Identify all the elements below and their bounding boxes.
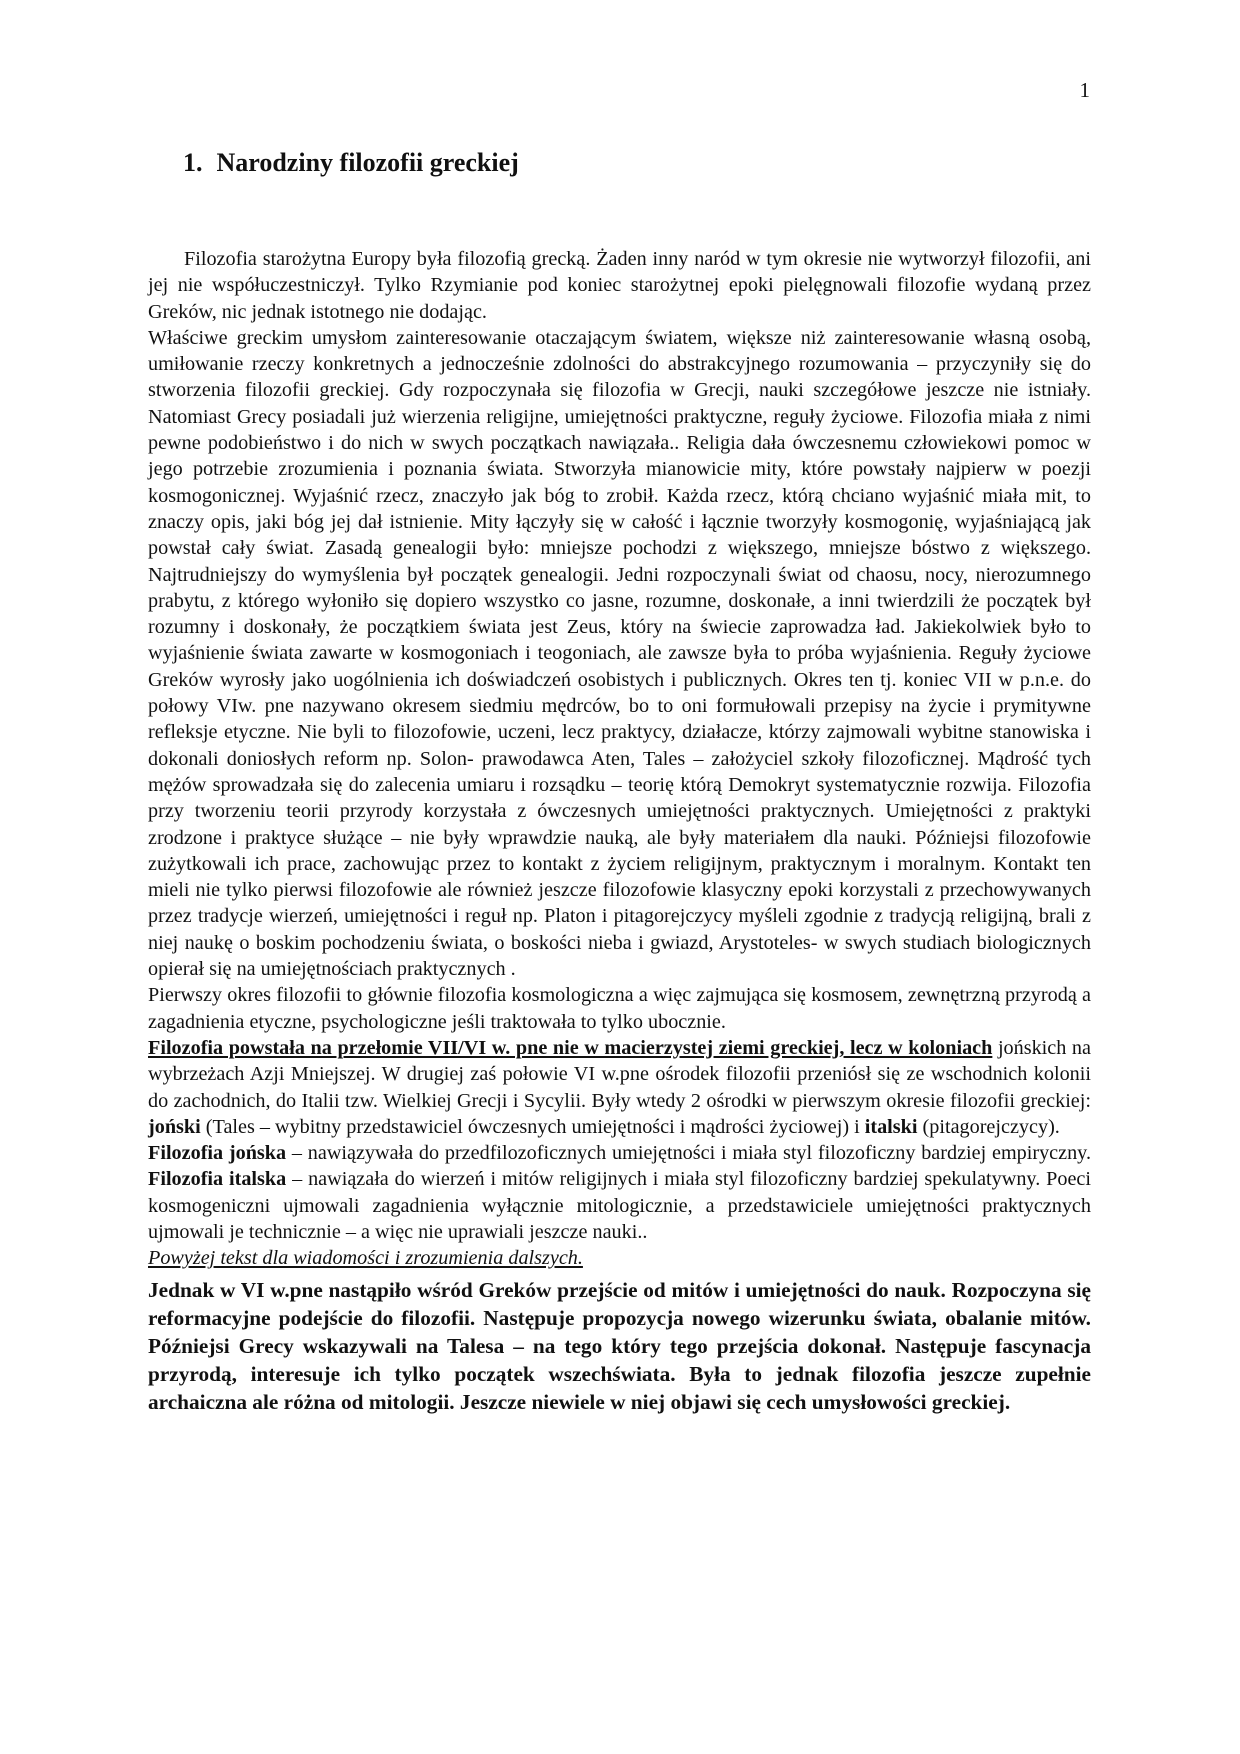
document-body <box>148 246 1091 1417</box>
heading-number: 1. <box>183 148 203 177</box>
paragraph-first-period: Pierwszy okres filozofii to głównie filozofia kosmologiczna a więc zajmująca się kosmosem, zewnętrzną przyrodą a zagadnienia etyczne, psychologiczne jeśli traktowała to tylko ubocznie. <box>148 984 1091 1033</box>
section-heading <box>183 148 519 178</box>
schools-text-2: – nawiązała do wierzeń i mitów religijnych i miała styl filozoficzny bardziej spekulatywny. Poeci kosmogeniczni ujmowali zagadnienia wyłącznie mitologicznie, a przedstawiciele umiejętności praktycznych ujmowali je technicznie – a więc nie uprawiali jeszcze nauki.. <box>148 1168 1091 1243</box>
paragraph-intro: Filozofia starożytna Europy była filozofią grecką. Żaden inny naród w tym okresie nie wytworzył filozofii, ani jej nie współuczestniczył. Tylko Rzymianie pod koniec starożytnej epoki pielęgnowali filozofie wydaną przez Greków, nic jednak istotnego nie dodając. <box>148 248 1091 323</box>
ionian-philosophy-term: Filozofia jońska <box>148 1142 287 1165</box>
colonies-text-3: (pitagorejczycy). <box>917 1115 1060 1138</box>
page-number: 1 <box>1079 78 1090 102</box>
schools-text-1: – nawiązywała do przedfilozoficznych umiejętności i miała styl filozoficzny bardziej empiryczny. <box>286 1142 1092 1165</box>
paragraph-closing: Jednak w VI w.pne nastąpiło wśród Greków przejście od mitów i umiejętności do nauk. Rozpoczyna się reformacyjne podejście do filozofii. Następuje propozycja nowego wizerunku świata, obalanie mitów. Późniejsi Grecy wskazywali na Talesa – na tego który tego przejścia dokonał. Następuje fascynacja przyrodą, interesuje ich tylko początek wszechświata. Była to jednak filozofia jeszcze zupełnie archaiczna ale różna od mitologii. Jeszcze niewiele w niej objawi się cech umysłowości greckiej. <box>148 1277 1091 1415</box>
heading-title: Narodziny filozofii greckiej <box>216 148 519 177</box>
paragraph-schools <box>148 1140 1091 1245</box>
colonies-text-1: jońskich na wybrzeżach Azji Mniejszej. W drugiej zaś połowie VI w.pne ośrodek filozofii przeniósł się ze wschodnich kolonii do zachodnich, do Italii tzw. Wielkiej Grecji i Sycylii. Były wtedy 2 ośrodki w pierwszym okresie filozofii greckiej: <box>148 1036 1091 1112</box>
ionian-term: joński <box>148 1115 201 1138</box>
note-text: Powyżej tekst dla wiadomości i zrozumienia dalszych. <box>148 1247 583 1270</box>
paragraph-colonies <box>148 1035 1091 1140</box>
colonies-emphasis: Filozofia powstała na przełomie VII/VI w. pne nie w macierzystej ziemi greckiej, lecz w koloniach <box>148 1036 993 1059</box>
paragraph-origins: Właściwe greckim umysłom zainteresowanie otaczającym światem, większe niż zainteresowanie własną osobą, umiłowanie rzeczy konkretnych a jednocześnie zdolności do abstrakcyjnego rozumowania – przyczyniły się do stworzenia filozofii greckiej. Gdy rozpoczynała się filozofia w Grecji, nauki szczegółowe jeszcze nie istniały. Natomiast Grecy posiadali już wierzenia religijne, umiejętności praktyczne, reguły życiowe. Filozofia miała z nimi pewne podobieństwo i do nich w swych początkach nawiązała.. Religia dała ówczesnemu człowiekowi pomoc w jego potrzebie zrozumienia i poznania świata. Stworzyła mianowicie mity, które powstały najpierw w poezji kosmogonicznej. Wyjaśnić rzecz, znaczyło jak bóg to zrobił. Każda rzecz, którą chciano wyjaśnić miała mit, to znaczy opis, jaki bóg jej dał istnienie. Mity łączyły się w całość i łącznie tworzyły kosmogonię, wyjaśniającą jak powstał cały świat. Zasadą genealogii było: mniejsze pochodzi z większego, mniejsze bóstwo z większego. Najtrudniejszy do wymyślenia był początek genealogii. Jedni rozpoczynali świat od chaosu, nocy, nierozumnego prabytu, z którego wyłoniło się dopiero wszystko co jasne, rozumne, doskonałe, a inni twierdzili że początek był rozumny i doskonały, że początkiem świata jest Zeus, który na świecie zaprowadza ład. Jakiekolwiek było to wyjaśnienie świata zawarte w kosmogoniach i teogoniach, ale zawsze była to próba wyjaśnienia. Reguły życiowe Greków wyrosły jako uogólnienia ich doświadczeń osobistych i publicznych. Okres ten tj. koniec VII w p.n.e. do połowy VIw. pne nazywano okresem siedmiu mędrców, bo to oni formułowali przepisy na życie i prymitywne refleksje etyczne. Nie byli to filozofowie, uczeni, lecz praktycy, działacze, którzy zajmowali wybitne stanowiska i dokonali doniosłych reform np. Solon- prawodawca Aten, Tales – założyciel szkoły filozoficznej. Mądrość tych mężów sprowadzała się do zalecenia umiaru i rozsądku – teorię którą Demokryt systematycznie rozwija. Filozofia przy tworzeniu teorii przyrody korzystała z ówczesnych umiejętności praktycznych. Umiejętności z praktyki zrodzone i praktyce służące – nie były wprawdzie nauką, ale były materiałem dla nauki. Późniejsi filozofowie zużytkowali ich prace, zachowując przez to kontakt z życiem religijnym, praktycznym i moralnym. Kontakt ten mieli nie tylko pierwsi filozofowie ale również jeszcze filozofowie klasyczny epoki korzystali z przechowywanych przez tradycje wierzeń, umiejętności i reguł np. Platon i pitagorejczycy myśleli zgodnie z tradycją religijną, brali z niej naukę o boskim pochodzeniu świata, o boskości nieba i gwiazd, Arystoteles- w swych studiach biologicznych opierał się na umiejętnościach praktycznych . <box>148 326 1091 981</box>
italic-term: italski <box>864 1115 918 1138</box>
note-line <box>148 1245 1091 1271</box>
colonies-text-2: (Tales – wybitny przedstawiciel ówczesnych umiejętności i mądrości życiowej) i <box>200 1115 865 1138</box>
italic-philosophy-term: Filozofia italska <box>148 1168 287 1191</box>
